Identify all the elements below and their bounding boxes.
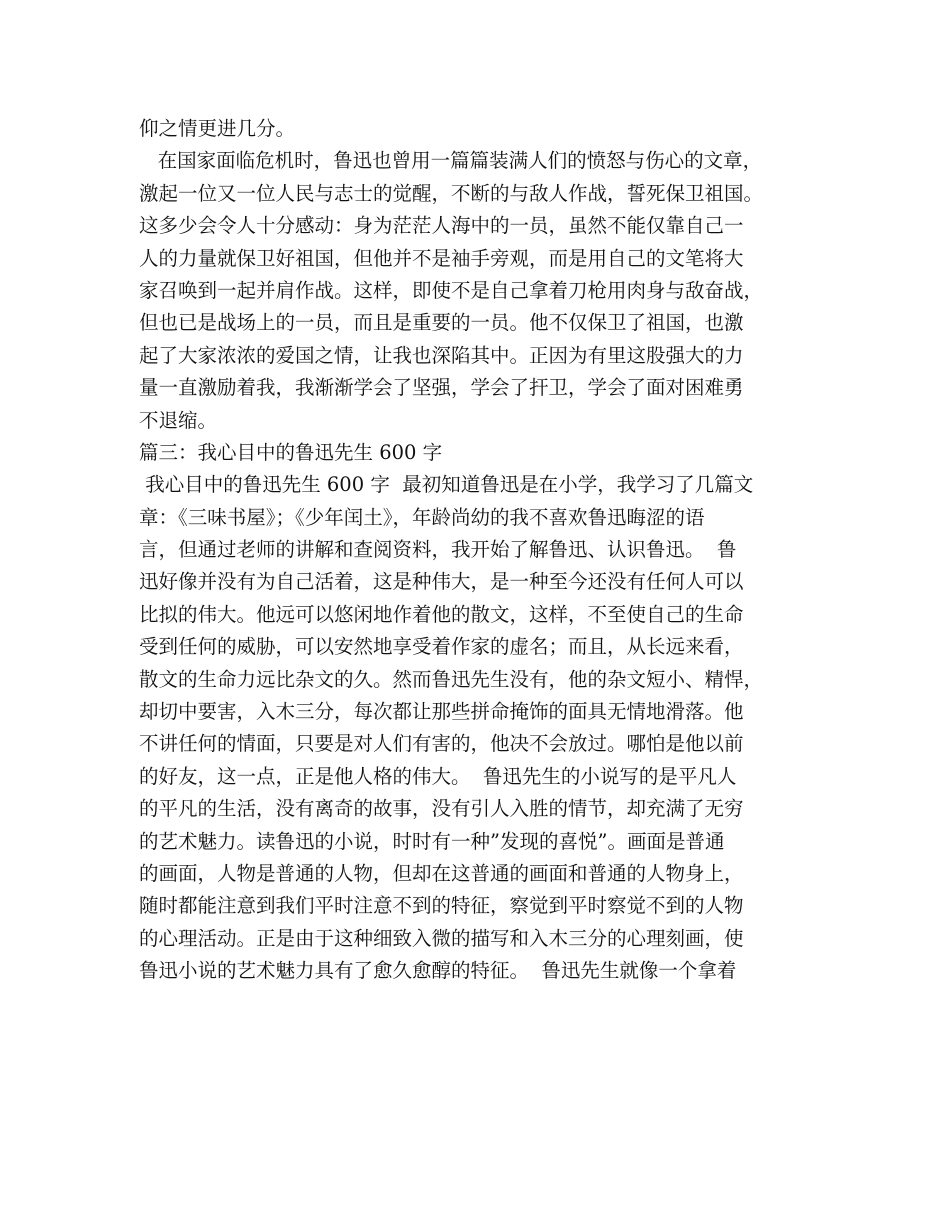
text-line: 仰之情更进几分。 xyxy=(139,117,296,140)
text-line: 的心理活动。正是由于这种细致入微的描写和入木三分的心理刻画，使 xyxy=(139,926,744,950)
text-line: 但也已是战场上的一员，而且是重要的一员。他不仅保卫了祖国，也激 xyxy=(139,311,744,335)
text-line: 不讲任何的情面，只要是对人们有害的，他决不会放过。哪怕是他以前 xyxy=(139,732,744,756)
text-line: 随时都能注意到我们平时注意不到的特征，察觉到平时察觉不到的人物 xyxy=(139,894,744,918)
text-line: 不退缩。 xyxy=(139,408,218,432)
text-line: 我心目中的鲁迅先生 600 字 最初知道鲁迅是在小学，我学习了几篇文 xyxy=(139,473,754,497)
text-line: 散文的生命力远比杂文的久。然而鲁迅先生没有，他的杂文短小、精悍， xyxy=(139,667,764,691)
text-line: 的好友，这一点，正是他人格的伟大。 鲁迅先生的小说写的是平凡人 xyxy=(139,764,737,788)
text-line: 章：《三味书屋》；《少年闰土》，年龄尚幼的我不喜欢鲁迅晦涩的语 xyxy=(139,505,705,529)
text-line: 迅好像并没有为自己活着，这是种伟大，是一种至今还没有任何人可以 xyxy=(139,570,744,594)
text-line: 的艺术魅力。读鲁迅的小说，时时有一种”发现的喜悦”。画面是普通 xyxy=(139,829,725,853)
text-line: 人的力量就保卫好祖国，但他并不是袖手旁观，而是用自己的文笔将大 xyxy=(139,246,744,270)
document-body xyxy=(139,113,839,988)
text-line: 激起一位又一位人民与志士的觉醒，不断的与敌人作战，誓死保卫祖国。 xyxy=(139,181,764,205)
text-line: 却切中要害，入木三分，每次都让那些拼命掩饰的面具无情地滑落。他 xyxy=(139,700,744,724)
text-line: 家召唤到一起并肩作战。这样，即使不是自己拿着刀枪用肉身与敌奋战， xyxy=(139,278,764,302)
text-line: 鲁迅小说的艺术魅力具有了愈久愈醇的特征。 鲁迅先生就像一个拿着 xyxy=(139,959,737,983)
text-line: 的平凡的生活，没有离奇的故事，没有引人入胜的情节，却充满了无穷 xyxy=(139,797,744,821)
section-heading: 篇三：我心目中的鲁迅先生 600 字 xyxy=(139,440,443,464)
text-line: 的画面，人物是普通的人物，但却在这普通的画面和普通的人物身上， xyxy=(139,861,744,885)
text-line: 这多少会令人十分感动：身为茫茫人海中的一员，虽然不能仅靠自己一 xyxy=(139,214,744,238)
text-line: 起了大家浓浓的爱国之情，让我也深陷其中。正因为有里这股强大的力 xyxy=(139,343,744,367)
text-line: 言，但通过老师的讲解和查阅资料，我开始了解鲁迅、认识鲁迅。 鲁 xyxy=(139,538,737,562)
text-line: 比拟的伟大。他远可以悠闲地作着他的散文，这样，不至使自己的生命 xyxy=(139,602,744,626)
text-line: 受到任何的威胁，可以安然地享受着作家的虚名；而且，从长远来看， xyxy=(139,635,744,659)
text-line: 在国家面临危机时，鲁迅也曾用一篇篇装满人们的愤怒与伤心的文章， xyxy=(139,149,763,173)
text-line: 量一直激励着我，我渐渐学会了坚强，学会了扞卫，学会了面对困难勇 xyxy=(139,376,744,400)
